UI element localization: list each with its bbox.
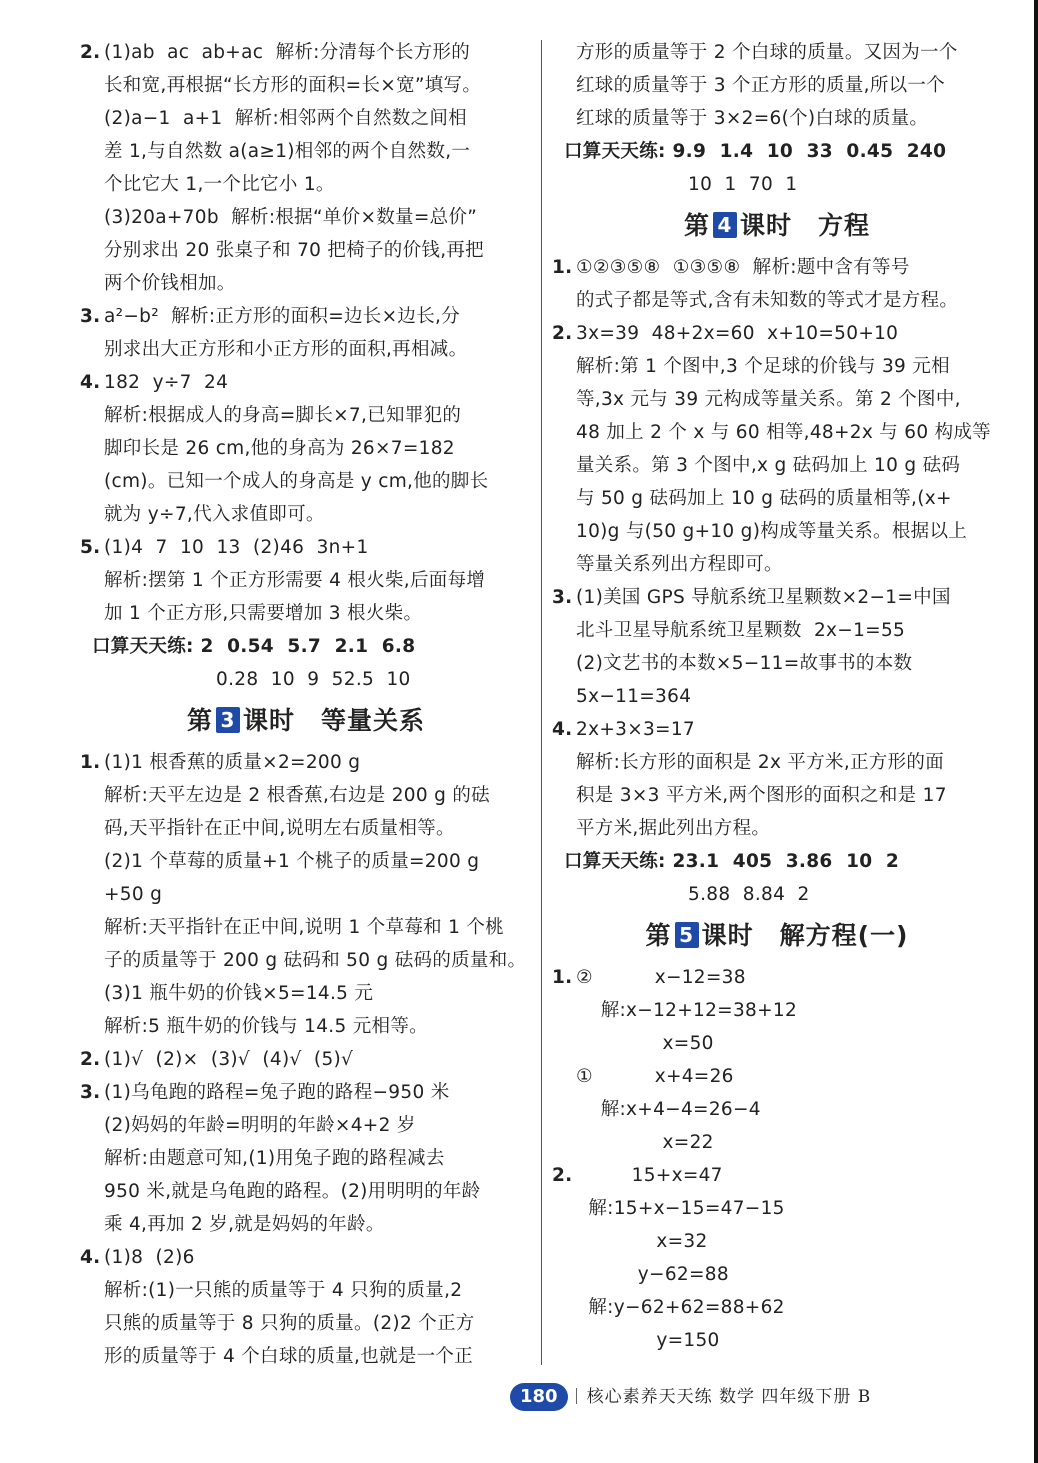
answer-line — [552, 779, 1002, 812]
line-text: (1)√ (2)× (3)√ (4)√ (5)√ — [104, 1049, 354, 1070]
line-text: 950 米,就是乌龟跑的路程。(2)用明明的年龄 — [104, 1181, 481, 1202]
line-text: (1)4 7 10 13 (2)46 3n+1 — [104, 537, 369, 558]
lesson-name: 解方程(一) — [779, 921, 909, 950]
line-text: (3)20a+70b 解析:根据“单价×数量=总价” — [104, 207, 478, 228]
oral-practice-continued — [552, 168, 1002, 201]
line-text: 解析:摆第 1 个正方形需要 4 根火柴,后面每增 — [104, 570, 486, 591]
question-number: 4. — [552, 719, 573, 740]
line-text: 平方米,据此列出方程。 — [576, 818, 771, 839]
line-text: 解析:(1)一只熊的质量等于 4 只狗的质量,2 — [104, 1280, 463, 1301]
line-text: ② x−12=38 — [576, 967, 746, 988]
question-number: 1. — [552, 257, 573, 278]
question-line — [552, 317, 1002, 350]
answer-line — [552, 994, 1002, 1027]
answer-line — [552, 1225, 1002, 1258]
line-text: 积是 3×3 平方米,两个图形的面积之和是 17 — [576, 785, 947, 806]
answer-line — [80, 1175, 532, 1208]
line-text: x=32 — [576, 1231, 708, 1252]
line-text: 0.28 10 9 52.5 10 — [216, 669, 411, 690]
oral-practice-continued — [552, 878, 1002, 911]
line-text: 的式子都是等式,含有未知数的等式才是方程。 — [576, 290, 959, 311]
answer-line — [80, 564, 532, 597]
answer-line — [80, 597, 532, 630]
line-text: 5.88 8.84 2 — [688, 884, 810, 905]
line-text: (2)妈妈的年龄=明明的年龄×4+2 岁 — [104, 1115, 416, 1136]
line-text: 解析:由题意可知,(1)用兔子跑的路程减去 — [104, 1148, 445, 1169]
answer-line — [552, 416, 1002, 449]
question-line — [552, 961, 1002, 994]
answer-line — [552, 548, 1002, 581]
answer-line — [80, 168, 532, 201]
answer-line — [552, 36, 1002, 69]
question-number: 2. — [552, 1165, 573, 1186]
lesson-suffix: 课时 — [242, 706, 295, 735]
line-text: 3x=39 48+2x=60 x+10=50+10 — [576, 323, 899, 344]
oral-practice-line — [552, 135, 1002, 168]
question-line — [80, 1241, 532, 1274]
line-text: 等量关系列出方程即可。 — [576, 554, 783, 575]
line-text: 红球的质量等于 3×2=6(个)白球的质量。 — [576, 108, 929, 129]
lesson-title — [552, 201, 1002, 251]
line-text: 15+x=47 — [576, 1165, 723, 1186]
lesson-name: 等量关系 — [321, 706, 426, 735]
answer-line — [552, 383, 1002, 416]
answer-line — [80, 498, 532, 531]
line-text: 解:x−12+12=38+12 — [576, 1000, 798, 1021]
question-line — [80, 366, 532, 399]
line-text: 解析:5 瓶牛奶的价钱与 14.5 元相等。 — [104, 1016, 428, 1037]
answer-line — [80, 911, 532, 944]
line-text: (1)乌龟跑的路程=兔子跑的路程−950 米 — [104, 1082, 450, 1103]
line-text: 量关系。第 3 个图中,x g 砝码加上 10 g 砝码 — [576, 455, 961, 476]
question-line — [552, 1159, 1002, 1192]
answer-line — [80, 944, 532, 977]
line-text: 只熊的质量等于 8 只狗的质量。(2)2 个正方 — [104, 1313, 475, 1334]
line-text: (cm)。已知一个成人的身高是 y cm,他的脚长 — [104, 471, 489, 492]
lesson-title — [552, 911, 1002, 961]
line-text: 口算天天练: 9.9 1.4 10 33 0.45 240 — [564, 141, 947, 162]
line-text: y−62=88 — [576, 1264, 729, 1285]
answer-line — [552, 614, 1002, 647]
question-line — [80, 746, 532, 779]
answer-line — [80, 201, 532, 234]
page-footer — [510, 1382, 871, 1412]
question-number: 3. — [80, 1082, 101, 1103]
question-line — [80, 1076, 532, 1109]
line-text: 个比它大 1,一个比它小 1。 — [104, 174, 335, 195]
answer-line — [80, 1208, 532, 1241]
answer-line — [80, 812, 532, 845]
question-line — [80, 36, 532, 69]
lesson-number-badge: 5 — [675, 922, 699, 948]
line-text: 长和宽,再根据“长方形的面积=长×宽”填写。 — [104, 75, 482, 96]
lesson-prefix: 第 — [645, 921, 672, 950]
answer-line — [552, 1291, 1002, 1324]
answer-line — [80, 977, 532, 1010]
answer-line — [552, 1093, 1002, 1126]
line-text: (2)a−1 a+1 解析:相邻两个自然数之间相 — [104, 108, 467, 129]
line-text: 2x+3×3=17 — [576, 719, 696, 740]
line-text: x=50 — [576, 1033, 714, 1054]
answer-line — [80, 1340, 532, 1373]
question-number: 2. — [552, 323, 573, 344]
lesson-number-badge: 3 — [216, 707, 240, 733]
line-text: (1)美国 GPS 导航系统卫星颗数×2−1=中国 — [576, 587, 951, 608]
lesson-suffix: 课时 — [701, 921, 754, 950]
question-number: 1. — [552, 967, 573, 988]
answer-line — [80, 267, 532, 300]
answer-line — [80, 69, 532, 102]
line-text: 解析:天平左边是 2 根香蕉,右边是 200 g 的砝 — [104, 785, 490, 806]
line-text: 脚印长是 26 cm,他的身高为 26×7=182 — [104, 438, 455, 459]
answer-line — [552, 746, 1002, 779]
line-text: 别求出大正方形和小正方形的面积,再相减。 — [104, 339, 468, 360]
answer-line — [80, 1109, 532, 1142]
line-text: +50 g — [104, 884, 163, 905]
question-line — [552, 713, 1002, 746]
answer-line — [552, 482, 1002, 515]
left-column — [80, 36, 532, 1373]
answer-line — [80, 234, 532, 267]
line-text: 解析:根据成人的身高=脚长×7,已知罪犯的 — [104, 405, 462, 426]
answer-line — [552, 1027, 1002, 1060]
lesson-name: 方程 — [818, 211, 871, 240]
answer-line — [80, 1307, 532, 1340]
answer-line — [80, 333, 532, 366]
line-text: 方形的质量等于 2 个白球的质量。又因为一个 — [576, 42, 958, 63]
lesson-suffix: 课时 — [739, 211, 792, 240]
answer-line — [552, 284, 1002, 317]
answer-line — [80, 845, 532, 878]
line-text: 10)g 与(50 g+10 g)构成等量关系。根据以上 — [576, 521, 968, 542]
line-text: 10 1 70 1 — [688, 174, 798, 195]
line-text: (1)1 根香蕉的质量×2=200 g — [104, 752, 361, 773]
answer-line — [552, 812, 1002, 845]
footer-book-title: 核心素养天天练 数学 四年级下册 B — [586, 1387, 872, 1407]
line-text: a²−b² 解析:正方形的面积=边长×边长,分 — [104, 306, 460, 327]
answer-line — [552, 1126, 1002, 1159]
answer-line — [552, 1258, 1002, 1291]
question-number: 5. — [80, 537, 101, 558]
line-text: 差 1,与自然数 a(a≥1)相邻的两个自然数,一 — [104, 141, 471, 162]
line-text: 分别求出 20 张桌子和 70 把椅子的价钱,再把 — [104, 240, 484, 261]
lesson-title — [80, 696, 532, 746]
line-text: 乘 4,再加 2 岁,就是妈妈的年龄。 — [104, 1214, 385, 1235]
answer-line — [552, 1192, 1002, 1225]
line-text: 北斗卫星导航系统卫星颗数 2x−1=55 — [576, 620, 906, 641]
line-text: y=150 — [576, 1330, 720, 1351]
lesson-prefix: 第 — [186, 706, 213, 735]
line-text: ①②③⑤⑧ ①③⑤⑧ 解析:题中含有等号 — [576, 257, 910, 278]
line-text: 解析:天平指针在正中间,说明 1 个草莓和 1 个桃 — [104, 917, 504, 938]
answer-line — [80, 465, 532, 498]
line-text: 子的质量等于 200 g 砝码和 50 g 砝码的质量和。 — [104, 950, 527, 971]
lesson-number-badge: 4 — [713, 212, 737, 238]
answer-line — [80, 1142, 532, 1175]
line-text: 解析:第 1 个图中,3 个足球的价钱与 39 元相 — [576, 356, 950, 377]
question-line — [552, 251, 1002, 284]
line-text: 加 1 个正方形,只需要增加 3 根火柴。 — [104, 603, 423, 624]
line-text: 解:y−62+62=88+62 — [576, 1297, 785, 1318]
footer-separator — [576, 1388, 577, 1404]
answer-line — [552, 69, 1002, 102]
question-line — [80, 1043, 532, 1076]
answer-line — [80, 399, 532, 432]
oral-practice-continued — [80, 663, 532, 696]
line-text: 182 y÷7 24 — [104, 372, 229, 393]
line-text: 形的质量等于 4 个白球的质量,也就是一个正 — [104, 1346, 474, 1367]
line-text: (2)文艺书的本数×5−11=故事书的本数 — [576, 653, 913, 674]
line-text: 口算天天练: 2 0.54 5.7 2.1 6.8 — [92, 636, 416, 657]
page-number: 180 — [510, 1383, 568, 1411]
answer-line — [552, 1324, 1002, 1357]
right-column — [552, 36, 1002, 1357]
line-text: (1)ab ac ab+ac 解析:分清每个长方形的 — [104, 42, 471, 63]
line-text: 等,3x 元与 39 元构成等量关系。第 2 个图中, — [576, 389, 961, 410]
question-line — [80, 300, 532, 333]
question-number: 1. — [80, 752, 101, 773]
line-text: 解:15+x−15=47−15 — [576, 1198, 785, 1219]
answer-line — [80, 1274, 532, 1307]
answer-line — [80, 878, 532, 911]
question-number: 3. — [80, 306, 101, 327]
page-edge — [1034, 0, 1038, 1463]
answer-line — [80, 432, 532, 465]
oral-practice-line — [80, 630, 532, 663]
line-text: 就为 y÷7,代入求值即可。 — [104, 504, 325, 525]
question-number: 2. — [80, 42, 101, 63]
oral-practice-line — [552, 845, 1002, 878]
line-text: 红球的质量等于 3 个正方形的质量,所以一个 — [576, 75, 946, 96]
line-text: 解:x+4−4=26−4 — [576, 1099, 761, 1120]
question-line — [80, 531, 532, 564]
answer-line — [80, 1010, 532, 1043]
line-text: x=22 — [576, 1132, 714, 1153]
lesson-prefix: 第 — [683, 211, 710, 240]
question-number: 3. — [552, 587, 573, 608]
line-text: 与 50 g 砝码加上 10 g 砝码的质量相等,(x+ — [576, 488, 952, 509]
line-text: (3)1 瓶牛奶的价钱×5=14.5 元 — [104, 983, 374, 1004]
line-text: 48 加上 2 个 x 与 60 相等,48+2x 与 60 构成等 — [576, 422, 991, 443]
answer-line — [552, 102, 1002, 135]
line-text: ① x+4=26 — [576, 1066, 734, 1087]
line-text: 码,天平指针在正中间,说明左右质量相等。 — [104, 818, 455, 839]
line-text: (2)1 个草莓的质量+1 个桃子的质量=200 g — [104, 851, 480, 872]
column-divider — [541, 40, 542, 1365]
answer-line — [552, 1060, 1002, 1093]
question-number: 4. — [80, 372, 101, 393]
line-text: 两个价钱相加。 — [104, 273, 236, 294]
answer-line — [80, 135, 532, 168]
question-number: 4. — [80, 1247, 101, 1268]
answer-line — [552, 647, 1002, 680]
answer-line — [80, 102, 532, 135]
line-text: 解析:长方形的面积是 2x 平方米,正方形的面 — [576, 752, 944, 773]
line-text: 口算天天练: 23.1 405 3.86 10 2 — [564, 851, 900, 872]
answer-line — [80, 779, 532, 812]
question-line — [552, 581, 1002, 614]
question-number: 2. — [80, 1049, 101, 1070]
line-text: 5x−11=364 — [576, 686, 692, 707]
line-text: (1)8 (2)6 — [104, 1247, 195, 1268]
answer-line — [552, 350, 1002, 383]
answer-line — [552, 680, 1002, 713]
answer-line — [552, 515, 1002, 548]
answer-line — [552, 449, 1002, 482]
